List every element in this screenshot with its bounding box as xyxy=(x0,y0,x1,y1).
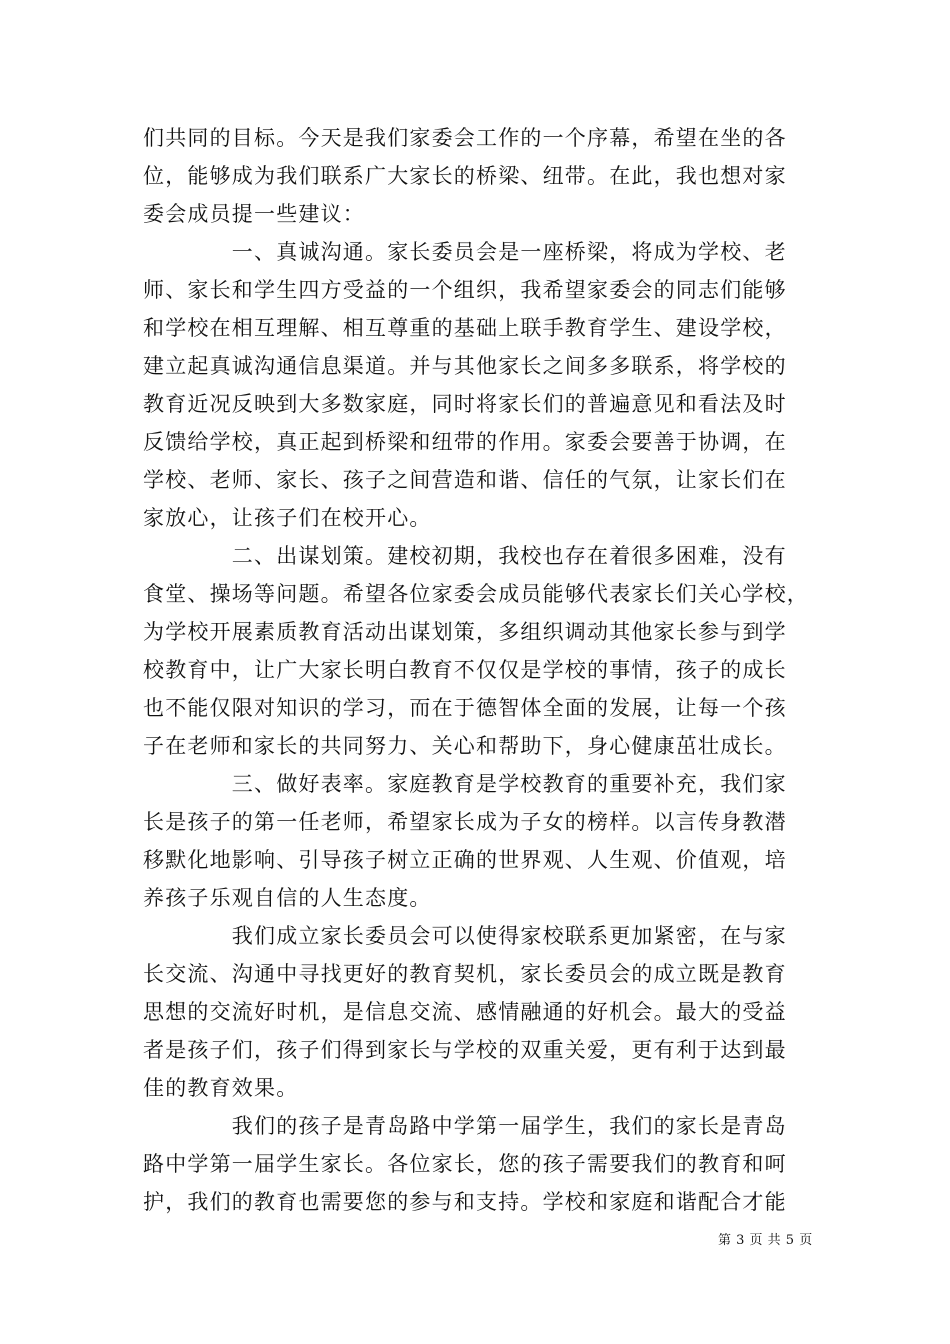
text-line: 反馈给学校，真正起到桥梁和纽带的作用。家委会要善于协调，在 xyxy=(143,430,787,454)
page-footer: 第 3 页 共 5 页 xyxy=(718,1233,813,1248)
text-line: 养孩子乐观自信的人生态度。 xyxy=(143,886,432,910)
text-line: 二、出谋划策。建校初期，我校也存在着很多困难，没有 xyxy=(143,544,787,568)
text-line: 思想的交流好时机，是信息交流、感情融通的好机会。最大的受益 xyxy=(143,1000,787,1024)
text-line: 校教育中，让广大家长明白教育不仅仅是学校的事情，孩子的成长 xyxy=(143,658,787,682)
text-line: 长是孩子的第一任老师，希望家长成为子女的榜样。以言传身教潜 xyxy=(143,810,787,834)
text-line: 路中学第一届学生家长。各位家长，您的孩子需要我们的教育和呵 xyxy=(143,1152,787,1176)
text-line: 三、做好表率。家庭教育是学校教育的重要补充，我们家 xyxy=(143,772,787,796)
text-line: 委会成员提一些建议： xyxy=(143,202,365,226)
text-line: 食堂、操场等问题。希望各位家委会成员能够代表家长们关心学校， xyxy=(143,582,809,606)
text-line: 长交流、沟通中寻找更好的教育契机，家长委员会的成立既是教育 xyxy=(143,962,787,986)
text-line: 教育近况反映到大多数家庭，同时将家长们的普遍意见和看法及时 xyxy=(143,392,787,416)
text-line: 为学校开展素质教育活动出谋划策，多组织调动其他家长参与到学 xyxy=(143,620,787,644)
text-line: 我们成立家长委员会可以使得家校联系更加紧密，在与家 xyxy=(143,924,787,948)
text-line: 师、家长和学生四方受益的一个组织，我希望家委会的同志们能够 xyxy=(143,278,787,302)
text-line: 我们的孩子是青岛路中学第一届学生，我们的家长是青岛 xyxy=(143,1114,787,1138)
text-line: 家放心，让孩子们在校开心。 xyxy=(143,506,432,530)
text-line: 位，能够成为我们联系广大家长的桥梁、纽带。在此，我也想对家 xyxy=(143,164,787,188)
text-line: 们共同的目标。今天是我们家委会工作的一个序幕，希望在坐的各 xyxy=(143,126,787,150)
text-line: 子在老师和家长的共同努力、关心和帮助下，身心健康茁壮成长。 xyxy=(143,734,787,758)
text-line: 佳的教育效果。 xyxy=(143,1076,299,1100)
text-line: 和学校在相互理解、相互尊重的基础上联手教育学生、建设学校， xyxy=(143,316,787,340)
text-line: 者是孩子们，孩子们得到家长与学校的双重关爱，更有利于达到最 xyxy=(143,1038,787,1062)
text-line: 也不能仅限对知识的学习，而在于德智体全面的发展，让每一个孩 xyxy=(143,696,787,720)
text-line: 护，我们的教育也需要您的参与和支持。学校和家庭和谐配合才能 xyxy=(143,1190,787,1214)
text-line: 学校、老师、家长、孩子之间营造和谐、信任的气氛，让家长们在 xyxy=(143,468,787,492)
text-line: 移默化地影响、引导孩子树立正确的世界观、人生观、价值观，培 xyxy=(143,848,787,872)
text-line: 一、真诚沟通。家长委员会是一座桥梁，将成为学校、老 xyxy=(143,240,787,264)
text-line: 建立起真诚沟通信息渠道。并与其他家长之间多多联系，将学校的 xyxy=(143,354,787,378)
